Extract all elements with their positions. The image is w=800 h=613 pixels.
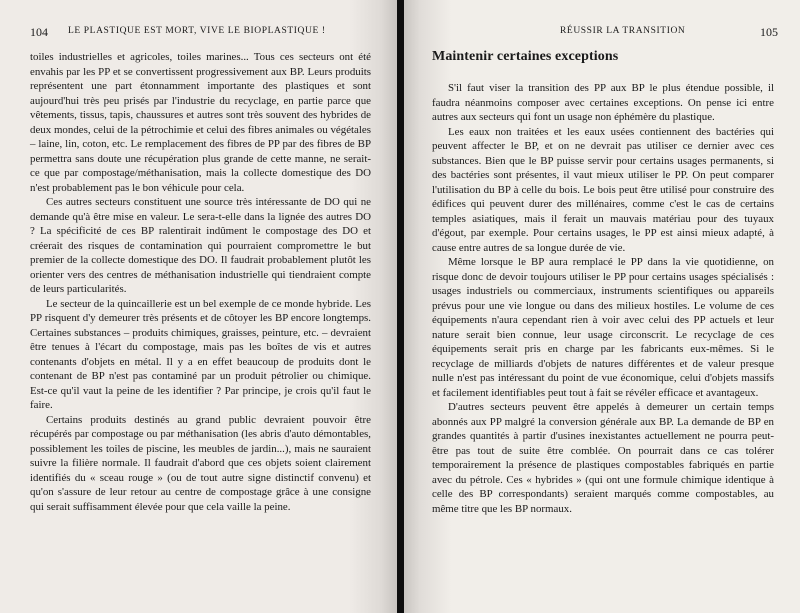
paragraph: D'autres secteurs peuvent être appelés à demeurer un certain temps abonnés aux PP malgré la conversion générale aux BP. La demande de BP en grandes quantités à partir d'usines inexistantes actuellement ne pourra peut-être pas tout de suite être comblée. On pourrait dans ce cas tolérer temporairement la présence de plastiques compostables fabriqués en partie avec du pétrole. Ces « hybrides » (qui ont une formule chimique identique à celle des BP correspondants) seraient marqués comme compostables, au même titre que les BP normaux. — [432, 401, 774, 515]
section-title: Maintenir certaines exceptions — [432, 49, 619, 64]
right-page-header — [432, 26, 778, 40]
left-page — [0, 0, 397, 613]
left-page-header — [30, 26, 377, 40]
right-page-body — [432, 81, 774, 516]
left-page-body — [30, 50, 371, 514]
paragraph: Le secteur de la quincaillerie est un bel exemple de ce monde hybride. Les PP risquent d'y demeurer très présents et de côtoyer les BP encore longtemps. Certaines substances – produits chimiques, graisses, peinture, etc. – devraient être tenues à l'écart du compostage, mais pas les boîtes de vis et autres contenants d'objets en métal. Il y a en effet beaucoup de produits dont le contenant de BP n'est pas contaminé par un produit pétrolier ou chimique. Est-ce qu'il vaut la peine de les identifier ? Par principe, je crois qu'il faut le faire. — [30, 297, 371, 411]
page-number: 104 — [30, 25, 48, 39]
book-gutter — [397, 0, 404, 613]
paragraph: Certains produits destinés au grand public devraient pouvoir être récupérés par compostage ou par méthanisation (les abris d'auto démontables, possiblement les toiles de piscine, les meubles de jardin...), mais ne sauraient suivre la filière normale. Il faudrait d'abord que ces objets soient clairement identifiés du « sceau rouge » (ou de tout autre signe distinctif convenu) et qu'on s'assure de leur retour au centre de compostage grâce à une consigne qui serait suffisamment élevée pour que cela vaille la peine. — [30, 413, 371, 513]
page-number: 105 — [760, 25, 778, 39]
running-head: LE PLASTIQUE EST MORT, VIVE LE BIOPLASTIQUE ! — [68, 26, 326, 36]
paragraph: toiles industrielles et agricoles, toiles marines... Tous ces secteurs ont été envahis par les PP et se convertissent progressivement aux BP. Leurs produits représentent une part étonnamment importante des plastiques et sont aujourd'hui très peu prisés par l'industrie du recyclage, en partie parce que vêtements, tissus, tapis, chaussures et autres sont très souvent des hybrides de deux mondes, celui de la pétrochimie et celui des fibres animales ou végétales – laine, lin, coton, etc. Le remplacement des fibres de PP par des fibres de BP permettra sans doute une récupération plus grande de cette manne, ne serait-ce que par compostage/méthanisation, mais la collecte domestique des DO n'est probablement pas le bon véhicule pour cela. — [30, 51, 371, 194]
right-page — [404, 0, 800, 613]
paragraph: S'il faut viser la transition des PP aux BP le plus étendue possible, il faudra néanmoins composer avec certaines exceptions. On pense ici entre autres aux secteurs qui font un usage non éphémère du plastique. — [432, 82, 774, 123]
paragraph: Les eaux non traitées et les eaux usées contiennent des bactéries qui peuvent affecter le BP, et on ne devrait pas utiliser ce dernier avec ces substances. Bien que le BP puisse servir pour certains usages permanents, si des bactéries sont présentes, il vaut mieux utiliser le PP. On peut comparer l'utilisation du BP à celle du bois. Le bois peut être utilisé pour construire des édifices qui peuvent durer des millénaires, comme c'est le cas de certains temples asiatiques, mais il ferait un mauvais matériau pour des tuyaux d'égout, par exemple. Pour certains usages, le PP est ainsi mieux adapté, à cause entre autres de sa longue durée de vie. — [432, 125, 774, 254]
running-head: RÉUSSIR LA TRANSITION — [560, 26, 686, 36]
paragraph: Même lorsque le BP aura remplacé le PP dans la vie quotidienne, on risque donc de devoir toujours utiliser le PP pour certains usages spécialisés : usages industriels ou commerciaux, instruments scientifiques ou appareils prévus pour une vie longue ou dans des milieux hostiles. Le volume de ces équipements n'aura cependant rien à voir avec celui des PP actuels et leur nature serait bien connue, leur usage circonscrit. Le recyclage de ces équipements serait pris en charge par les fabricants eux-mêmes. Si le recyclage de milliards d'objets de natures différentes et de valeur presque nulle n'est pas intéressant du point de vue économique, celui d'objets massifs et facilement identifiables peut tout à fait se révéler efficace et avantageux. — [432, 256, 774, 399]
paragraph: Ces autres secteurs constituent une source très intéressante de DO qui ne demande qu'à être mise en valeur. Le sera-t-elle dans la lignée des autres DO ? La spécificité de ces BP ralentirait indûment le compostage des DO et créerait des risques de contamination qui pourraient compromettre le but premier de la collecte domestique des DO. Il faudrait probablement plutôt les orienter vers des centres de méthanisation industrielle qui tiendraient compte de leurs particularités. — [30, 196, 371, 295]
